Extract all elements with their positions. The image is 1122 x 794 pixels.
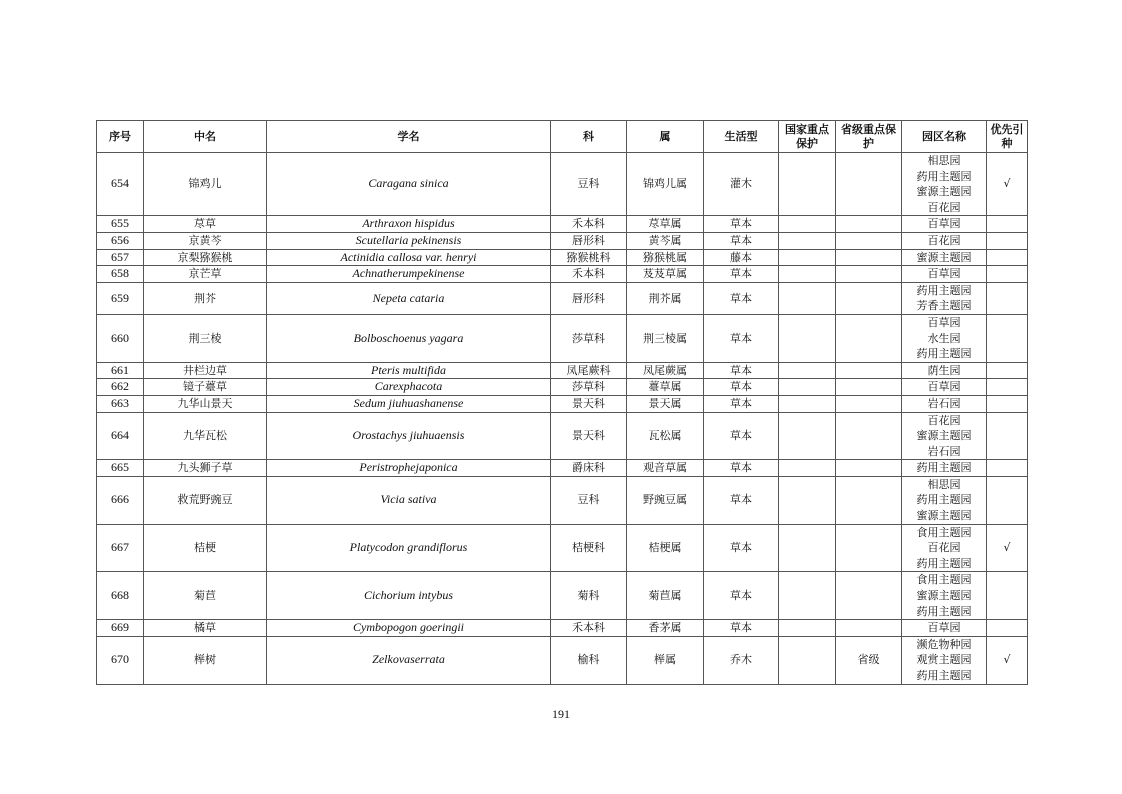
- cell-no: 658: [97, 266, 144, 283]
- cell-chinese-name: 荩草: [144, 216, 267, 233]
- cell-scientific-name: Vicia sativa: [267, 476, 551, 524]
- garden-name: 百花园: [927, 413, 961, 427]
- cell-genus: 黄芩属: [627, 232, 704, 249]
- cell-genus: 香茅属: [627, 620, 704, 637]
- table-row: [97, 266, 1028, 283]
- cell-chinese-name: 荆三棱: [144, 314, 267, 362]
- cell-life-form: 草本: [704, 362, 779, 379]
- cell-scientific-name: Caragana sinica: [267, 153, 551, 216]
- garden-name: 药用主题园: [916, 461, 972, 475]
- cell-national-protection: [779, 476, 836, 524]
- cell-provincial-protection: [836, 524, 902, 572]
- cell-no: 668: [97, 572, 144, 620]
- cell-garden-name: [902, 395, 987, 412]
- table-body: [97, 153, 1028, 685]
- cell-life-form: 草本: [704, 266, 779, 283]
- header-row: [97, 121, 1028, 153]
- cell-genus: 观音草属: [627, 460, 704, 477]
- cell-garden-name: [902, 314, 987, 362]
- garden-name: 百草园: [927, 380, 961, 394]
- table-row: [97, 476, 1028, 524]
- cell-provincial-protection: [836, 282, 902, 314]
- cell-provincial-protection: [836, 395, 902, 412]
- cell-priority: [987, 412, 1028, 460]
- garden-name: 蜜源主题园: [916, 429, 972, 443]
- garden-name: 蜜源主题园: [916, 185, 972, 199]
- cell-chinese-name: 菊苣: [144, 572, 267, 620]
- cell-provincial-protection: [836, 153, 902, 216]
- cell-family: 榆科: [551, 636, 627, 684]
- cell-garden-name: [902, 153, 987, 216]
- cell-genus: 锦鸡儿属: [627, 153, 704, 216]
- cell-genus: 薹草属: [627, 379, 704, 396]
- cell-scientific-name: Zelkovaserrata: [267, 636, 551, 684]
- cell-scientific-name: Orostachys jiuhuaensis: [267, 412, 551, 460]
- header-genus: 属: [627, 121, 704, 153]
- cell-chinese-name: 橘草: [144, 620, 267, 637]
- cell-no: 659: [97, 282, 144, 314]
- cell-no: 664: [97, 412, 144, 460]
- cell-family: 莎草科: [551, 314, 627, 362]
- cell-priority: [987, 460, 1028, 477]
- cell-life-form: 草本: [704, 282, 779, 314]
- cell-provincial-protection: [836, 476, 902, 524]
- garden-name: 蜜源主题园: [916, 589, 972, 603]
- garden-name: 药用主题园: [916, 493, 972, 507]
- cell-provincial-protection: [836, 249, 902, 266]
- garden-name: 百草园: [927, 315, 961, 329]
- cell-garden-name: [902, 524, 987, 572]
- header-chinese-name: 中名: [144, 121, 267, 153]
- cell-scientific-name: Nepeta cataria: [267, 282, 551, 314]
- cell-chinese-name: 京芒草: [144, 266, 267, 283]
- garden-name: 岩石园: [927, 444, 961, 458]
- cell-scientific-name: Carexphacota: [267, 379, 551, 396]
- cell-priority: [987, 572, 1028, 620]
- cell-provincial-protection: [836, 314, 902, 362]
- table-row: [97, 572, 1028, 620]
- cell-no: 655: [97, 216, 144, 233]
- cell-life-form: 草本: [704, 395, 779, 412]
- cell-national-protection: [779, 362, 836, 379]
- table-row: [97, 153, 1028, 216]
- cell-national-protection: [779, 412, 836, 460]
- cell-priority: [987, 266, 1028, 283]
- cell-genus: 凤尾蕨属: [627, 362, 704, 379]
- cell-genus: 荆芥属: [627, 282, 704, 314]
- cell-genus: 榉属: [627, 636, 704, 684]
- cell-garden-name: [902, 216, 987, 233]
- table-row: [97, 379, 1028, 396]
- cell-life-form: 草本: [704, 412, 779, 460]
- garden-name: 观赏主题园: [916, 653, 972, 667]
- cell-no: 665: [97, 460, 144, 477]
- cell-priority: √: [987, 524, 1028, 572]
- table-row: [97, 620, 1028, 637]
- table-row: [97, 216, 1028, 233]
- cell-genus: 菊苣属: [627, 572, 704, 620]
- cell-garden-name: [902, 362, 987, 379]
- cell-family: 唇形科: [551, 232, 627, 249]
- cell-no: 654: [97, 153, 144, 216]
- cell-genus: 猕猴桃属: [627, 249, 704, 266]
- cell-provincial-protection: [836, 216, 902, 233]
- cell-scientific-name: Peristrophejaponica: [267, 460, 551, 477]
- cell-provincial-protection: [836, 572, 902, 620]
- cell-national-protection: [779, 620, 836, 637]
- page-number: 191: [552, 707, 570, 721]
- cell-garden-name: [902, 412, 987, 460]
- garden-name: 芳香主题园: [916, 299, 972, 313]
- cell-life-form: 草本: [704, 476, 779, 524]
- garden-name: 蜜源主题园: [916, 509, 972, 523]
- table-row: [97, 232, 1028, 249]
- cell-family: 禾本科: [551, 266, 627, 283]
- cell-provincial-protection: [836, 362, 902, 379]
- cell-genus: 瓦松属: [627, 412, 704, 460]
- header-garden-name: 园区名称: [902, 121, 987, 153]
- garden-name: 药用主题园: [916, 556, 972, 570]
- cell-chinese-name: 镜子薹草: [144, 379, 267, 396]
- garden-name: 药用主题园: [916, 169, 972, 183]
- table-row: [97, 636, 1028, 684]
- table-row: [97, 282, 1028, 314]
- cell-priority: √: [987, 153, 1028, 216]
- cell-family: 豆科: [551, 153, 627, 216]
- cell-life-form: 草本: [704, 620, 779, 637]
- cell-family: 猕猴桃科: [551, 249, 627, 266]
- table-row: [97, 362, 1028, 379]
- table-row: [97, 524, 1028, 572]
- cell-national-protection: [779, 572, 836, 620]
- cell-garden-name: [902, 249, 987, 266]
- cell-national-protection: [779, 636, 836, 684]
- cell-national-protection: [779, 524, 836, 572]
- cell-no: 656: [97, 232, 144, 249]
- cell-chinese-name: 桔梗: [144, 524, 267, 572]
- table-row: [97, 249, 1028, 266]
- cell-provincial-protection: [836, 379, 902, 396]
- cell-priority: √: [987, 636, 1028, 684]
- cell-no: 657: [97, 249, 144, 266]
- cell-family: 景天科: [551, 395, 627, 412]
- garden-name: 百草园: [927, 621, 961, 635]
- garden-name: 濒危物种园: [916, 637, 972, 651]
- header-provincial-protection: 省级重点保护: [836, 121, 902, 153]
- cell-life-form: 草本: [704, 216, 779, 233]
- cell-scientific-name: Arthraxon hispidus: [267, 216, 551, 233]
- cell-genus: 桔梗属: [627, 524, 704, 572]
- cell-garden-name: [902, 476, 987, 524]
- garden-name: 蜜源主题园: [916, 250, 972, 264]
- cell-scientific-name: Sedum jiuhuashanense: [267, 395, 551, 412]
- cell-family: 景天科: [551, 412, 627, 460]
- garden-name: 相思园: [927, 477, 961, 491]
- cell-family: 禾本科: [551, 620, 627, 637]
- header-no: 序号: [97, 121, 144, 153]
- cell-garden-name: [902, 620, 987, 637]
- cell-family: 禾本科: [551, 216, 627, 233]
- cell-no: 661: [97, 362, 144, 379]
- cell-chinese-name: 井栏边草: [144, 362, 267, 379]
- cell-no: 660: [97, 314, 144, 362]
- cell-no: 662: [97, 379, 144, 396]
- cell-national-protection: [779, 379, 836, 396]
- cell-national-protection: [779, 153, 836, 216]
- cell-scientific-name: Platycodon grandiflorus: [267, 524, 551, 572]
- cell-chinese-name: 京黄芩: [144, 232, 267, 249]
- cell-family: 唇形科: [551, 282, 627, 314]
- table-row: [97, 395, 1028, 412]
- garden-name: 药用主题园: [916, 669, 972, 682]
- garden-name: 食用主题园: [916, 573, 972, 587]
- cell-chinese-name: 九华山景天: [144, 395, 267, 412]
- cell-life-form: 草本: [704, 232, 779, 249]
- cell-no: 666: [97, 476, 144, 524]
- cell-scientific-name: Pteris multifida: [267, 362, 551, 379]
- table-row: [97, 314, 1028, 362]
- cell-provincial-protection: [836, 460, 902, 477]
- cell-chinese-name: 榉树: [144, 636, 267, 684]
- cell-provincial-protection: 省级: [836, 636, 902, 684]
- garden-name: 百花园: [927, 233, 961, 247]
- cell-scientific-name: Scutellaria pekinensis: [267, 232, 551, 249]
- cell-no: 669: [97, 620, 144, 637]
- cell-scientific-name: Cymbopogon goeringii: [267, 620, 551, 637]
- cell-scientific-name: Achnatherumpekinense: [267, 266, 551, 283]
- cell-garden-name: [902, 379, 987, 396]
- cell-provincial-protection: [836, 266, 902, 283]
- cell-garden-name: [902, 282, 987, 314]
- garden-name: 百草园: [927, 217, 961, 231]
- cell-national-protection: [779, 232, 836, 249]
- cell-life-form: 草本: [704, 524, 779, 572]
- cell-chinese-name: 救荒野豌豆: [144, 476, 267, 524]
- cell-chinese-name: 锦鸡儿: [144, 153, 267, 216]
- cell-scientific-name: Cichorium intybus: [267, 572, 551, 620]
- garden-name: 相思园: [927, 154, 961, 167]
- cell-genus: 芨芨草属: [627, 266, 704, 283]
- cell-priority: [987, 379, 1028, 396]
- cell-genus: 野豌豆属: [627, 476, 704, 524]
- cell-provincial-protection: [836, 620, 902, 637]
- cell-family: 豆科: [551, 476, 627, 524]
- garden-name: 药用主题园: [916, 604, 972, 618]
- cell-priority: [987, 362, 1028, 379]
- cell-genus: 荆三棱属: [627, 314, 704, 362]
- cell-family: 菊科: [551, 572, 627, 620]
- cell-priority: [987, 476, 1028, 524]
- cell-scientific-name: Bolboschoenus yagara: [267, 314, 551, 362]
- cell-garden-name: [902, 636, 987, 684]
- cell-no: 663: [97, 395, 144, 412]
- cell-life-form: 灌木: [704, 153, 779, 216]
- cell-family: 莎草科: [551, 379, 627, 396]
- cell-national-protection: [779, 282, 836, 314]
- cell-chinese-name: 九华瓦松: [144, 412, 267, 460]
- garden-name: 岩石园: [927, 396, 961, 410]
- cell-garden-name: [902, 460, 987, 477]
- cell-national-protection: [779, 266, 836, 283]
- header-national-protection: 国家重点保护: [779, 121, 836, 153]
- cell-national-protection: [779, 314, 836, 362]
- cell-genus: 荩草属: [627, 216, 704, 233]
- cell-no: 667: [97, 524, 144, 572]
- cell-family: 凤尾蕨科: [551, 362, 627, 379]
- header-scientific-name: 学名: [267, 121, 551, 153]
- cell-priority: [987, 395, 1028, 412]
- garden-name: 百花园: [927, 541, 961, 555]
- cell-priority: [987, 249, 1028, 266]
- garden-name: 食用主题园: [916, 525, 972, 539]
- cell-life-form: 藤本: [704, 249, 779, 266]
- cell-life-form: 草本: [704, 314, 779, 362]
- cell-chinese-name: 京梨猕猴桃: [144, 249, 267, 266]
- header-priority: 优先引种: [987, 121, 1028, 153]
- cell-priority: [987, 314, 1028, 362]
- cell-priority: [987, 232, 1028, 249]
- cell-family: 桔梗科: [551, 524, 627, 572]
- cell-life-form: 草本: [704, 572, 779, 620]
- cell-national-protection: [779, 216, 836, 233]
- cell-garden-name: [902, 572, 987, 620]
- garden-name: 百草园: [927, 267, 961, 281]
- cell-priority: [987, 216, 1028, 233]
- garden-name: 百花园: [927, 200, 961, 214]
- garden-name: 荫生园: [927, 363, 961, 377]
- cell-genus: 景天属: [627, 395, 704, 412]
- cell-garden-name: [902, 232, 987, 249]
- cell-provincial-protection: [836, 232, 902, 249]
- cell-life-form: 乔木: [704, 636, 779, 684]
- table-row: [97, 460, 1028, 477]
- species-table: [96, 120, 1028, 685]
- cell-chinese-name: 荆芥: [144, 282, 267, 314]
- cell-national-protection: [779, 395, 836, 412]
- cell-scientific-name: Actinidia callosa var. henryi: [267, 249, 551, 266]
- cell-priority: [987, 620, 1028, 637]
- cell-national-protection: [779, 460, 836, 477]
- cell-life-form: 草本: [704, 460, 779, 477]
- cell-national-protection: [779, 249, 836, 266]
- garden-name: 药用主题园: [916, 283, 972, 297]
- cell-life-form: 草本: [704, 379, 779, 396]
- garden-name: 水生园: [927, 331, 961, 345]
- cell-no: 670: [97, 636, 144, 684]
- cell-family: 爵床科: [551, 460, 627, 477]
- header-life-form: 生活型: [704, 121, 779, 153]
- cell-priority: [987, 282, 1028, 314]
- cell-garden-name: [902, 266, 987, 283]
- header-family: 科: [551, 121, 627, 153]
- table-row: [97, 412, 1028, 460]
- garden-name: 药用主题园: [916, 347, 972, 361]
- cell-chinese-name: 九头狮子草: [144, 460, 267, 477]
- cell-provincial-protection: [836, 412, 902, 460]
